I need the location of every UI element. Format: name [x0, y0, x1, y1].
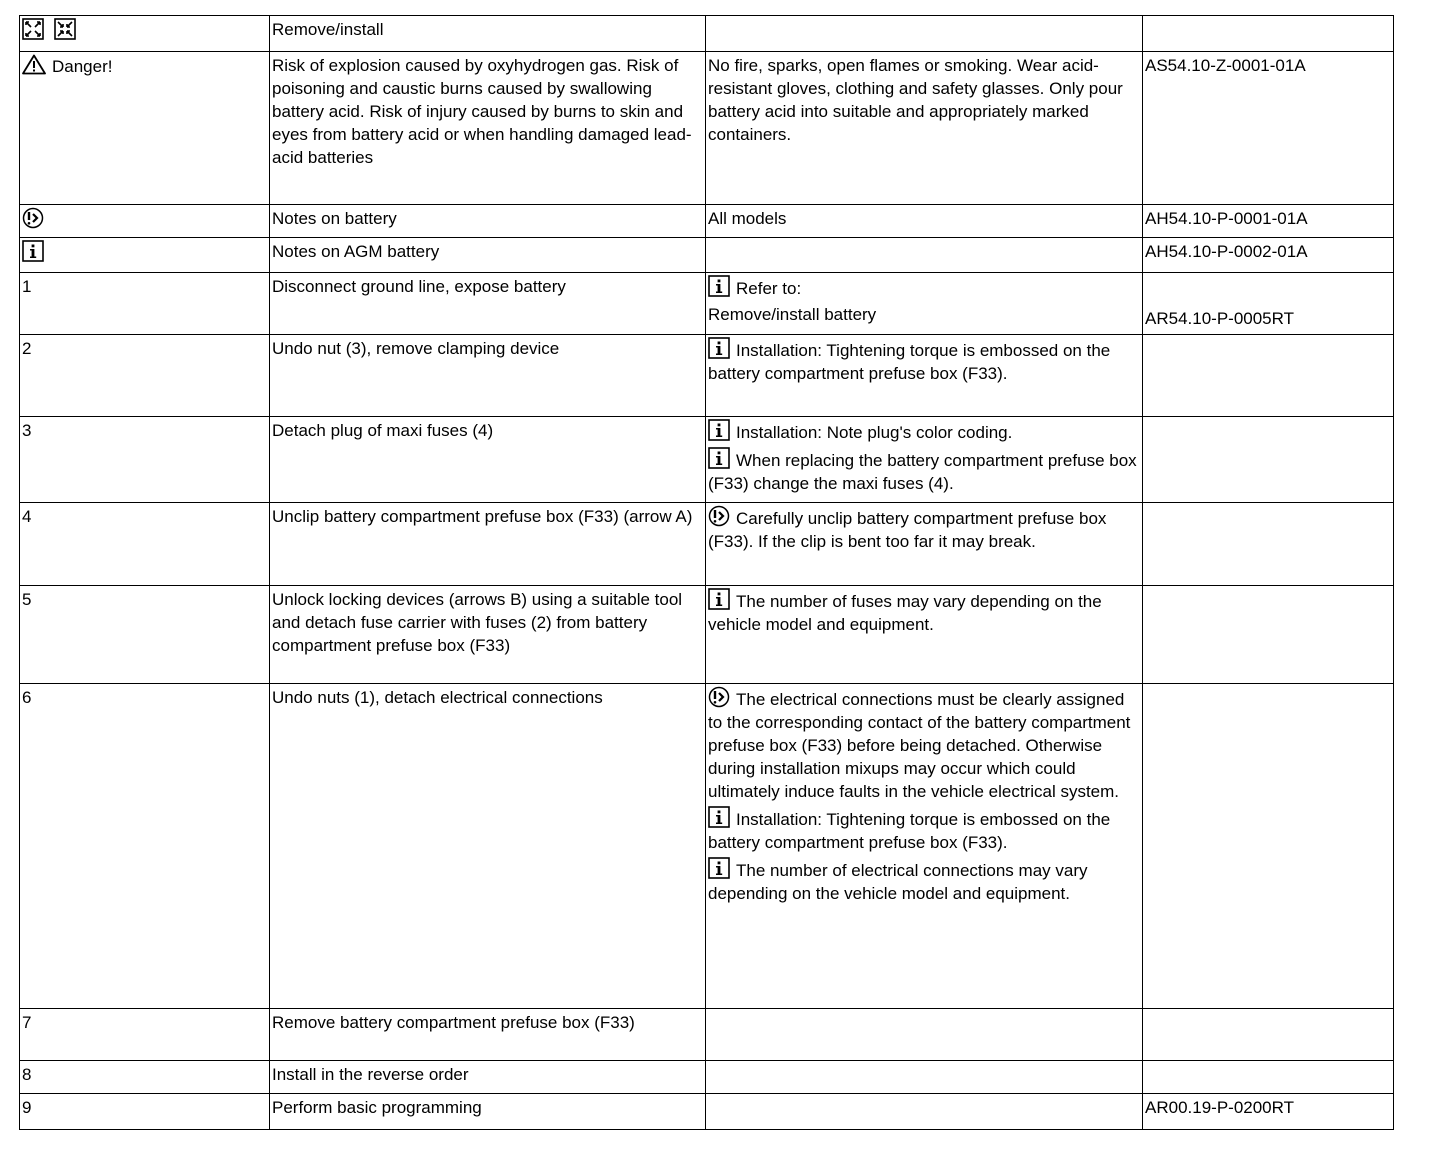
step-action: Unlock locking devices (arrows B) using a suitable tool and detach fuse carrier with fuses (2) from battery compartment prefuse box (F33): [270, 586, 706, 684]
step-row: [20, 1094, 1394, 1130]
info-icon: [708, 447, 730, 469]
note-ref: AH54.10-P-0001-01A: [1143, 205, 1394, 238]
step-action: Detach plug of maxi fuses (4): [270, 417, 706, 503]
step-ref: [1143, 684, 1394, 1009]
step-note: [708, 419, 1139, 444]
caution-icon: [708, 505, 730, 527]
step-notes: [706, 1009, 1143, 1061]
note-text: Notes on battery: [270, 205, 706, 238]
note-row: [20, 238, 1394, 273]
step-ref: [1143, 586, 1394, 684]
install-icon: [54, 18, 76, 40]
step-note-text: Carefully unclip battery compartment prefuse box (F33). If the clip is bent too far it may break.: [708, 509, 1107, 551]
info-icon: [708, 337, 730, 359]
step-notes: [706, 417, 1143, 503]
note-row: [20, 205, 1394, 238]
procedure-table: [19, 15, 1394, 1130]
note-icon-cell: [20, 205, 270, 238]
step-note-text: The electrical connections must be clearly assigned to the corresponding contact of the battery compartment prefuse box (F33) before being detached. Otherwise during installation mixups may occur which could ultimately induce faults in the vehicle electrical system.: [708, 690, 1131, 801]
step-notes: [706, 503, 1143, 586]
step-ref[interactable]: AR54.10-P-0005RT: [1143, 273, 1394, 335]
step-note: [708, 857, 1139, 905]
step-notes: [706, 273, 1143, 335]
step-number: 8: [20, 1061, 270, 1094]
step-action: Remove battery compartment prefuse box (F33): [270, 1009, 706, 1061]
info-icon: [708, 275, 730, 297]
step-note: [708, 275, 1139, 300]
step-note: [708, 337, 1139, 385]
danger-label-cell: [20, 52, 270, 205]
info-icon: [708, 588, 730, 610]
step-reference-link[interactable]: Remove/install battery: [708, 305, 877, 324]
step-row: [20, 1009, 1394, 1061]
step-note-text: When replacing the battery compartment prefuse box (F33) change the maxi fuses (4).: [708, 451, 1137, 493]
step-note: [708, 447, 1139, 495]
step-number: 9: [20, 1094, 270, 1130]
step-note-text: Installation: Tightening torque is embossed on the battery compartment prefuse box (F33).: [708, 341, 1111, 383]
step-number: 5: [20, 586, 270, 684]
step-action: Undo nuts (1), detach electrical connections: [270, 684, 706, 1009]
step-note-text: Installation: Tightening torque is embossed on the battery compartment prefuse box (F33).: [708, 810, 1111, 852]
header-icons-cell: [20, 16, 270, 52]
step-row: [20, 1061, 1394, 1094]
step-action: Perform basic programming: [270, 1094, 706, 1130]
step-action: Undo nut (3), remove clamping device: [270, 335, 706, 417]
step-note-text: Refer to:: [736, 279, 802, 298]
warning-triangle-icon: [22, 54, 46, 75]
step-ref: [1143, 1061, 1394, 1094]
step-note: [708, 686, 1139, 803]
step-number: 7: [20, 1009, 270, 1061]
step-number: 6: [20, 684, 270, 1009]
step-row: [20, 335, 1394, 417]
step-action: Disconnect ground line, expose battery: [270, 273, 706, 335]
step-row: [20, 503, 1394, 586]
step-ref: [1143, 1009, 1394, 1061]
note-ref: AH54.10-P-0002-01A: [1143, 238, 1394, 273]
step-number: 3: [20, 417, 270, 503]
step-ref[interactable]: AR00.19-P-0200RT: [1143, 1094, 1394, 1130]
note-scope: [706, 238, 1143, 273]
step-note-text: The number of electrical connections may vary depending on the vehicle model and equipment.: [708, 861, 1088, 903]
header-title: Remove/install: [270, 16, 706, 52]
note-text: Notes on AGM battery: [270, 238, 706, 273]
step-notes: [706, 586, 1143, 684]
header-empty-cell: [1143, 16, 1394, 52]
step-notes: [706, 1094, 1143, 1130]
step-note: [708, 505, 1139, 553]
step-note: [708, 588, 1139, 636]
step-number: 1: [20, 273, 270, 335]
step-action: Unclip battery compartment prefuse box (F33) (arrow A): [270, 503, 706, 586]
caution-icon: [22, 207, 44, 229]
step-note-text: Installation: Note plug's color coding.: [736, 423, 1013, 442]
info-icon: [708, 419, 730, 441]
step-ref: [1143, 335, 1394, 417]
step-number: 4: [20, 503, 270, 586]
note-scope: All models: [706, 205, 1143, 238]
step-note-text: The number of fuses may vary depending on the vehicle model and equipment.: [708, 592, 1102, 634]
caution-icon: [708, 686, 730, 708]
step-ref: [1143, 417, 1394, 503]
step-row: [20, 417, 1394, 503]
step-note: [708, 806, 1139, 854]
step-number: 2: [20, 335, 270, 417]
step-ref: [1143, 503, 1394, 586]
note-icon-cell: [20, 238, 270, 273]
step-row: [20, 273, 1394, 335]
danger-text: Risk of explosion caused by oxyhydrogen gas. Risk of poisoning and caustic burns caused by swallowing battery acid. Risk of injury caused by burns to skin and eyes from battery acid or when handling damaged lead-acid batteries: [270, 52, 706, 205]
step-notes: [706, 335, 1143, 417]
step-row: [20, 586, 1394, 684]
info-icon: [708, 806, 730, 828]
header-row: [20, 16, 1394, 52]
remove-icon: [22, 18, 44, 40]
procedure-table-body: [20, 16, 1394, 1130]
step-row: [20, 684, 1394, 1009]
info-icon: [22, 240, 44, 262]
info-icon: [708, 857, 730, 879]
danger-row: [20, 52, 1394, 205]
step-notes: [706, 1061, 1143, 1094]
danger-label: Danger!: [52, 57, 113, 76]
step-notes: [706, 684, 1143, 1009]
danger-measures: No fire, sparks, open flames or smoking. Wear acid-resistant gloves, clothing and safety glasses. Only pour battery acid into suitable and appropriately marked containers.: [706, 52, 1143, 205]
danger-ref: AS54.10-Z-0001-01A: [1143, 52, 1394, 205]
header-empty-cell: [706, 16, 1143, 52]
step-action: Install in the reverse order: [270, 1061, 706, 1094]
